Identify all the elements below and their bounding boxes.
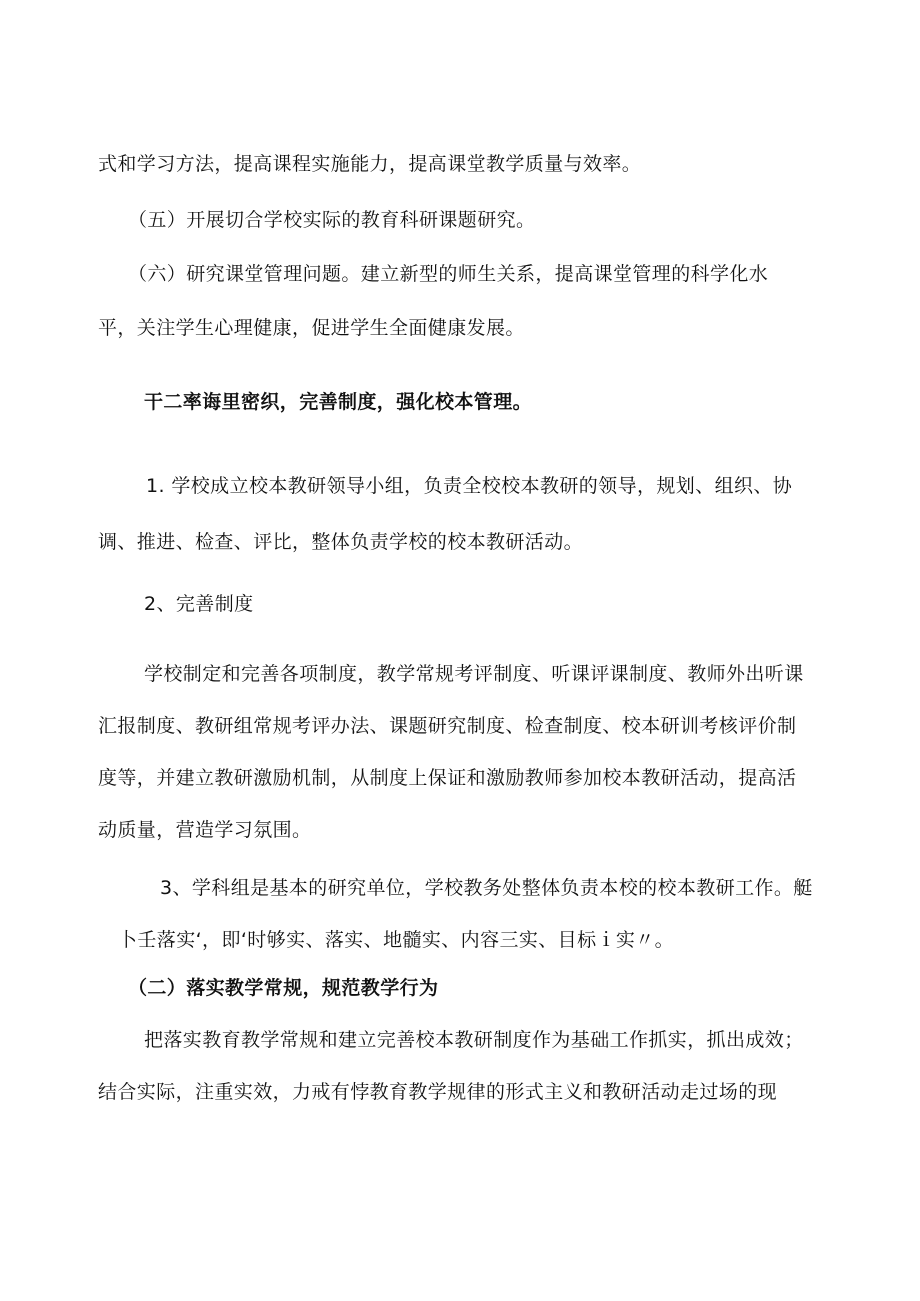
paragraph-line: 式和学习方法，提高课程实施能力，提高课堂教学质量与效率。 [98, 153, 642, 175]
section-heading-6: （六）研究课堂管理问题。建立新型的师生关系，提高课堂管理的科学化水 [128, 263, 769, 285]
paragraph-line: 把落实教育教学常规和建立完善校本教研制度作为基础工作抓实，抓出成效； [144, 1029, 804, 1051]
numbered-item-2: 2、完善制度 [144, 593, 254, 615]
paragraph-line: 结合实际，注重实效，力戒有悖教育教学规律的形式主义和教研活动走过场的现 [98, 1081, 778, 1103]
paragraph-line: 平，关注学生心理健康，促进学生全面健康发展。 [98, 317, 525, 339]
paragraph-line: 调、推进、检查、评比，整体负责学校的校本教研活动。 [98, 531, 584, 553]
paragraph-line: 卜壬落实‘，即‘时够实、落实、地髓实、内容三实、目标ｉ实〃。 [118, 929, 675, 951]
paragraph-line: 度等，并建立教研激励机制，从制度上保证和激励教师参加校本教研活动，提高活 [98, 767, 797, 789]
numbered-item-3: 3、学科组是基本的研究单位，学校教务处整体负责本校的校本教研工作。艇 [160, 877, 813, 899]
section-heading-5: （五）开展切合学校实际的教育科研课题研究。 [128, 209, 536, 231]
paragraph-line: 汇报制度、教研组常规考评办法、课题研究制度、检查制度、校本研训考核评价制 [98, 715, 797, 737]
paragraph-line: 动质量，营造学习氛围。 [98, 819, 312, 841]
paragraph-line: 学校制定和完善各项制度，教学常规考评制度、听课评课制度、教师外出听课 [144, 663, 804, 685]
bold-heading: 干二率诲里密织，完善制度，强化校本管理。 [144, 391, 533, 413]
section-heading-2: （二）落实教学常规，规范教学行为 [128, 977, 439, 999]
numbered-item-1: 1. 学校成立校本教研领导小组，负责全校校本教研的领导，规划、组织、协 [146, 475, 793, 497]
